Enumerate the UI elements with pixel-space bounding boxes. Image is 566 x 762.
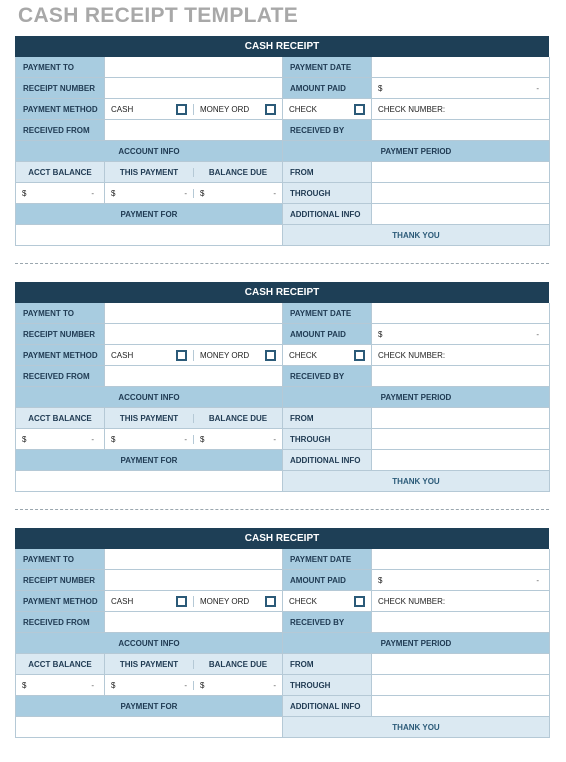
payment-period-header: PAYMENT PERIOD: [283, 141, 550, 162]
thank-you-text: THANK YOU: [283, 717, 550, 738]
through-label: THROUGH: [283, 429, 372, 450]
cash-receipt: [15, 528, 549, 738]
payment-date-label: PAYMENT DATE: [283, 549, 372, 570]
money-order-checkbox[interactable]: [265, 104, 276, 115]
this-payment-label: THIS PAYMENT: [119, 167, 179, 177]
additional-info-label: ADDITIONAL INFO: [283, 450, 372, 471]
additional-info-field[interactable]: [372, 696, 550, 717]
payment-to-field[interactable]: [105, 303, 283, 324]
check-option[interactable]: [283, 345, 372, 366]
balance-due-label: BALANCE DUE: [193, 414, 282, 423]
payment-to-label: PAYMENT TO: [16, 549, 105, 570]
currency-symbol: $: [378, 575, 383, 585]
amount-paid-field[interactable]: [372, 324, 550, 345]
received-from-field[interactable]: [105, 120, 283, 141]
check-checkbox[interactable]: [354, 596, 365, 607]
payment-balance-fields: [105, 183, 283, 204]
receipt-grid: [15, 303, 549, 492]
payment-method-options: [105, 591, 283, 612]
check-checkbox[interactable]: [354, 104, 365, 115]
money-order-checkbox[interactable]: [265, 596, 276, 607]
check-number-label: CHECK NUMBER:: [378, 596, 446, 606]
from-label: FROM: [283, 162, 372, 183]
this-payment-label: THIS PAYMENT: [119, 413, 179, 423]
payment-balance-labels: [105, 654, 283, 675]
cut-line: [15, 509, 549, 510]
cash-option[interactable]: [105, 350, 193, 361]
currency-symbol: $: [22, 188, 27, 198]
payment-period-header: PAYMENT PERIOD: [283, 387, 550, 408]
additional-info-field[interactable]: [372, 450, 550, 471]
payment-balance-labels: [105, 408, 283, 429]
payment-for-field[interactable]: [16, 225, 283, 246]
acct-balance-label: ACCT BALANCE: [16, 162, 105, 183]
money-order-checkbox[interactable]: [265, 350, 276, 361]
cash-label: CASH: [111, 596, 134, 606]
receipt-header: CASH RECEIPT: [15, 282, 549, 303]
currency-symbol: $: [378, 83, 383, 93]
through-field[interactable]: [372, 675, 550, 696]
payment-to-label: PAYMENT TO: [16, 303, 105, 324]
received-by-field[interactable]: [372, 612, 550, 633]
through-label: THROUGH: [283, 675, 372, 696]
dash: -: [536, 575, 539, 585]
dash: -: [91, 680, 94, 690]
receipt-header: CASH RECEIPT: [15, 528, 549, 549]
payment-for-label: PAYMENT FOR: [16, 696, 283, 717]
check-checkbox[interactable]: [354, 350, 365, 361]
payment-balance-fields: [105, 675, 283, 696]
additional-info-field[interactable]: [372, 204, 550, 225]
receipt-number-label: RECEIPT NUMBER: [16, 78, 105, 99]
payment-to-field[interactable]: [105, 57, 283, 78]
check-label: CHECK: [289, 104, 318, 114]
currency-symbol: $: [22, 434, 27, 444]
received-from-field[interactable]: [105, 366, 283, 387]
balance-due-field[interactable]: [193, 681, 282, 690]
dash: -: [273, 434, 276, 444]
payment-for-field[interactable]: [16, 471, 283, 492]
payment-date-field[interactable]: [372, 303, 550, 324]
amount-paid-label: AMOUNT PAID: [283, 324, 372, 345]
this-payment-field[interactable]: [105, 681, 193, 690]
payment-method-label: PAYMENT METHOD: [16, 99, 105, 120]
acct-balance-field[interactable]: [16, 429, 105, 450]
check-number-label: CHECK NUMBER:: [378, 350, 446, 360]
dash: -: [91, 434, 94, 444]
payment-method-label: PAYMENT METHOD: [16, 345, 105, 366]
receipt-number-field[interactable]: [105, 324, 283, 345]
received-from-label: RECEIVED FROM: [16, 120, 105, 141]
dash: -: [184, 434, 187, 444]
payment-method-options: [105, 99, 283, 120]
from-field[interactable]: [372, 654, 550, 675]
currency-symbol: $: [200, 188, 205, 198]
check-number-field[interactable]: [372, 345, 550, 366]
amount-paid-field[interactable]: [372, 570, 550, 591]
through-field[interactable]: [372, 183, 550, 204]
payment-date-field[interactable]: [372, 549, 550, 570]
currency-symbol: $: [111, 188, 116, 198]
money-order-label: MONEY ORD: [200, 596, 250, 606]
cash-checkbox[interactable]: [176, 596, 187, 607]
payment-to-field[interactable]: [105, 549, 283, 570]
cash-checkbox[interactable]: [176, 104, 187, 115]
payment-for-label: PAYMENT FOR: [16, 450, 283, 471]
currency-symbol: $: [111, 434, 116, 444]
receipt-header: CASH RECEIPT: [15, 36, 549, 57]
currency-symbol: $: [111, 680, 116, 690]
currency-symbol: $: [22, 680, 27, 690]
money-order-label: MONEY ORD: [200, 350, 250, 360]
this-payment-field[interactable]: [105, 189, 193, 198]
receipt-number-field[interactable]: [105, 78, 283, 99]
through-field[interactable]: [372, 429, 550, 450]
this-payment-field[interactable]: [105, 435, 193, 444]
received-by-label: RECEIVED BY: [283, 612, 372, 633]
amount-paid-field[interactable]: [372, 78, 550, 99]
cash-label: CASH: [111, 104, 134, 114]
check-number-label: CHECK NUMBER:: [378, 104, 446, 114]
check-label: CHECK: [289, 596, 318, 606]
check-number-field[interactable]: [372, 591, 550, 612]
balance-due-field[interactable]: [193, 435, 282, 444]
dash: -: [536, 329, 539, 339]
receipt-number-field[interactable]: [105, 570, 283, 591]
payment-balance-labels: [105, 162, 283, 183]
payment-method-label: PAYMENT METHOD: [16, 591, 105, 612]
thank-you-text: THANK YOU: [283, 225, 550, 246]
additional-info-label: ADDITIONAL INFO: [283, 696, 372, 717]
check-number-field[interactable]: [372, 99, 550, 120]
cut-line: [15, 263, 549, 264]
check-option[interactable]: [283, 591, 372, 612]
dash: -: [536, 83, 539, 93]
acct-balance-field[interactable]: [16, 183, 105, 204]
receipt-grid: [15, 57, 549, 246]
dash: -: [273, 680, 276, 690]
balance-due-label: BALANCE DUE: [193, 168, 282, 177]
check-option[interactable]: [283, 99, 372, 120]
cash-receipt: [15, 282, 549, 492]
check-label: CHECK: [289, 350, 318, 360]
receipt-number-label: RECEIPT NUMBER: [16, 570, 105, 591]
thank-you-text: THANK YOU: [283, 471, 550, 492]
currency-symbol: $: [200, 680, 205, 690]
payment-date-label: PAYMENT DATE: [283, 303, 372, 324]
received-by-label: RECEIVED BY: [283, 120, 372, 141]
additional-info-label: ADDITIONAL INFO: [283, 204, 372, 225]
cash-option[interactable]: [105, 104, 193, 115]
amount-paid-label: AMOUNT PAID: [283, 78, 372, 99]
payment-to-label: PAYMENT TO: [16, 57, 105, 78]
acct-balance-label: ACCT BALANCE: [16, 408, 105, 429]
currency-symbol: $: [378, 329, 383, 339]
payment-date-field[interactable]: [372, 57, 550, 78]
cash-receipt: [15, 36, 549, 246]
acct-balance-label: ACCT BALANCE: [16, 654, 105, 675]
page-title: CASH RECEIPT TEMPLATE: [18, 4, 299, 27]
money-order-option[interactable]: [193, 596, 282, 607]
cash-checkbox[interactable]: [176, 350, 187, 361]
cash-label: CASH: [111, 350, 134, 360]
money-order-label: MONEY ORD: [200, 104, 250, 114]
payment-method-options: [105, 345, 283, 366]
currency-symbol: $: [200, 434, 205, 444]
payment-period-header: PAYMENT PERIOD: [283, 633, 550, 654]
account-info-header: ACCOUNT INFO: [16, 633, 283, 654]
money-order-option[interactable]: [193, 104, 282, 115]
amount-paid-label: AMOUNT PAID: [283, 570, 372, 591]
dash: -: [184, 188, 187, 198]
acct-balance-field[interactable]: [16, 675, 105, 696]
dash: -: [91, 188, 94, 198]
received-from-label: RECEIVED FROM: [16, 612, 105, 633]
cash-option[interactable]: [105, 596, 193, 607]
from-field[interactable]: [372, 408, 550, 429]
account-info-header: ACCOUNT INFO: [16, 141, 283, 162]
money-order-option[interactable]: [193, 350, 282, 361]
received-by-label: RECEIVED BY: [283, 366, 372, 387]
from-field[interactable]: [372, 162, 550, 183]
receipt-grid: [15, 549, 549, 738]
received-from-field[interactable]: [105, 612, 283, 633]
this-payment-label: THIS PAYMENT: [119, 659, 179, 669]
payment-for-label: PAYMENT FOR: [16, 204, 283, 225]
balance-due-field[interactable]: [193, 189, 282, 198]
balance-due-label: BALANCE DUE: [193, 660, 282, 669]
from-label: FROM: [283, 654, 372, 675]
account-info-header: ACCOUNT INFO: [16, 387, 283, 408]
received-by-field[interactable]: [372, 120, 550, 141]
received-by-field[interactable]: [372, 366, 550, 387]
dash: -: [184, 680, 187, 690]
received-from-label: RECEIVED FROM: [16, 366, 105, 387]
payment-date-label: PAYMENT DATE: [283, 57, 372, 78]
payment-balance-fields: [105, 429, 283, 450]
dash: -: [273, 188, 276, 198]
payment-for-field[interactable]: [16, 717, 283, 738]
through-label: THROUGH: [283, 183, 372, 204]
receipt-number-label: RECEIPT NUMBER: [16, 324, 105, 345]
from-label: FROM: [283, 408, 372, 429]
